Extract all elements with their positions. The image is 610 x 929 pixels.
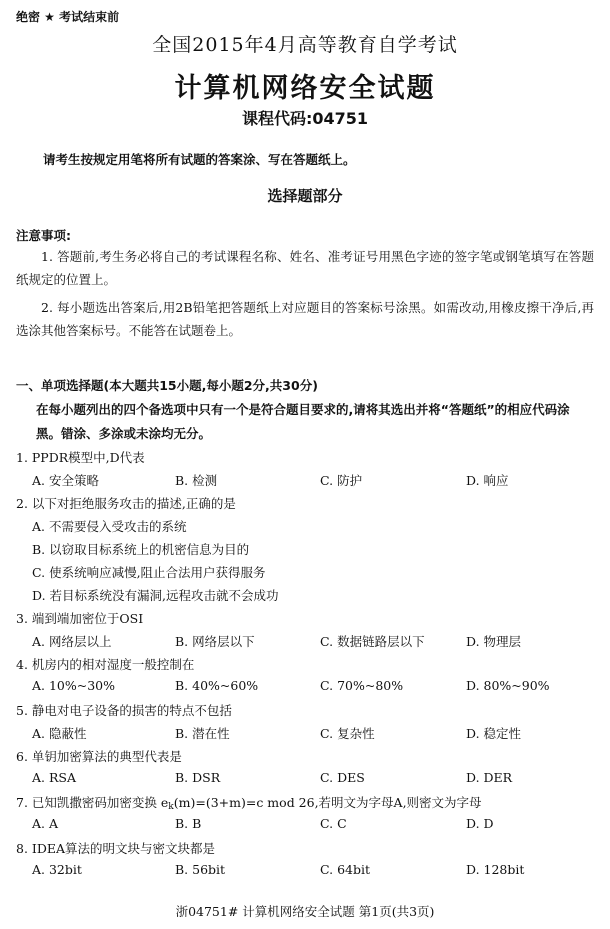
note-item-2: 2. 每小题选出答案后,用2B铅笔把答题纸上对应题目的答案标号涂黑。如需改动,用橡皮擦干净后,再选涂其他答案标号。不能答在试题卷上。: [16, 300, 594, 338]
question-8-option-a: A. 32bit: [32, 862, 82, 877]
page-footer: 浙04751# 计算机网络安全试题 第1页(共3页): [175, 904, 435, 919]
question-7-option-a: A. A: [32, 816, 59, 831]
question-6-option-a: A. RSA: [32, 770, 76, 785]
question-7-stem: [16, 793, 482, 812]
section-title: 选择题部分: [267, 187, 343, 205]
question-8-option-b: B. 56bit: [175, 862, 226, 877]
question-5-option-b: B. 潜在性: [175, 726, 230, 741]
question-3-option-b: B. 网络层以下: [175, 634, 255, 649]
part-title: 一、单项选择题(本大题共15小题,每小题2分,共30分): [16, 378, 318, 393]
question-5-option-d: D. 稳定性: [466, 726, 522, 741]
confidential-mark: 绝密 ★ 考试结束前: [16, 10, 120, 24]
question-2-option-b: B. 以窃取目标系统上的机密信息为目的: [32, 542, 250, 557]
question-1-option-a: A. 安全策略: [32, 473, 99, 488]
question-1-option-b: B. 检测: [175, 473, 218, 488]
question-7-stem-end: (m)=(3+m)=c mod 26,若明文为字母A,则密文为字母: [173, 795, 482, 810]
question-2-option-d: D. 若目标系统没有漏洞,远程攻击就不会成功: [32, 588, 279, 603]
question-4-option-a: A. 10%~30%: [32, 678, 116, 693]
exam-name: 全国2015年4月高等教育自学考试: [152, 34, 458, 56]
part-description: 在每小题列出的四个备选项中只有一个是符合题目要求的,请将其选出并将“答题纸”的相应代码涂黑。错涂、多涂或未涂均无分。: [36, 402, 570, 441]
question-2-option-a: A. 不需要侵入受攻击的系统: [32, 519, 187, 534]
question-2-stem: 2. 以下对拒绝服务攻击的描述,正确的是: [16, 496, 236, 511]
answer-instruction: 请考生按规定用笔将所有试题的答案涂、写在答题纸上。: [43, 152, 356, 167]
question-6-option-b: B. DSR: [175, 770, 221, 785]
question-7-subscript: k: [168, 802, 174, 812]
question-4-option-b: B. 40%~60%: [175, 678, 259, 693]
question-4-stem: 4. 机房内的相对湿度一般控制在: [16, 657, 195, 672]
question-6-option-d: D. DER: [466, 770, 513, 785]
note-item-1: 1. 答题前,考生务必将自己的考试课程名称、姓名、准考证号用黑色字迹的签字笔或钢笔填写在答题纸规定的位置上。: [16, 249, 594, 287]
question-3-option-d: D. 物理层: [466, 634, 522, 649]
question-2-option-c: C. 使系统响应减慢,阻止合法用户获得服务: [32, 565, 266, 580]
question-6-option-c: C. DES: [320, 770, 365, 785]
question-5-option-a: A. 隐蔽性: [32, 726, 87, 741]
question-1-stem: 1. PPDR模型中,D代表: [16, 450, 145, 465]
question-8-option-d: D. 128bit: [466, 862, 525, 877]
notes-title: 注意事项:: [16, 228, 71, 243]
question-7-option-c: C. C: [320, 816, 347, 831]
question-1-option-d: D. 响应: [466, 473, 509, 488]
question-7-stem-start: 7. 已知凯撒密码加密变换 e: [16, 795, 169, 810]
course-code: 课程代码:04751: [241, 109, 369, 128]
question-3-stem: 3. 端到端加密位于OSI: [16, 611, 144, 626]
question-7-option-d: D. D: [466, 816, 494, 831]
question-5-stem: 5. 静电对电子设备的损害的特点不包括: [16, 703, 232, 718]
question-8-option-c: C. 64bit: [320, 862, 370, 877]
question-1-option-c: C. 防护: [320, 473, 363, 488]
question-7-option-b: B. B: [175, 816, 202, 831]
question-3-option-a: A. 网络层以上: [32, 634, 112, 649]
question-8-stem: 8. IDEA算法的明文块与密文块都是: [16, 841, 216, 856]
question-4-option-c: C. 70%~80%: [320, 678, 404, 693]
question-5-option-c: C. 复杂性: [320, 726, 375, 741]
question-4-option-d: D. 80%~90%: [466, 678, 550, 693]
page-title: 计算机网络安全试题: [174, 73, 436, 104]
question-3-option-c: C. 数据链路层以下: [320, 634, 425, 649]
question-6-stem: 6. 单钥加密算法的典型代表是: [16, 749, 182, 764]
